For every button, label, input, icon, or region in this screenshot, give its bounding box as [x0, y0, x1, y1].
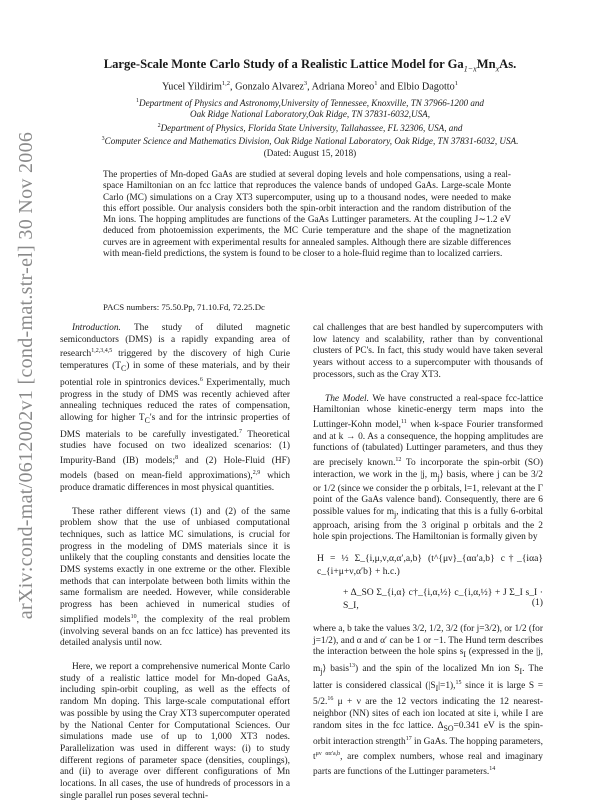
citation: 7	[239, 428, 243, 435]
subscript: C	[144, 415, 150, 425]
text: in GaAs. The hopping parameters, t	[313, 737, 543, 763]
author: Gonzalo Alvarez	[235, 81, 304, 93]
citation: 14	[489, 766, 496, 773]
text: . The latter is considered classical (|S	[313, 664, 543, 691]
author-affil-mark: 1	[454, 80, 458, 87]
equation-line-1: H = ½ Σ_{i,μ,ν,α,α′,a,b} (t^{μν}_{αα′a,b} c†_{iαa} c_{i+μ+ν,α′b} + h.c.)	[317, 552, 543, 577]
affiliation-text: Department of Physics and Astronomy,University of Tennessee, Knoxville, TN 37966-1200 and	[139, 98, 484, 109]
author: Elbio Dagotto	[397, 81, 455, 93]
affiliation	[60, 121, 560, 134]
affiliation-text: Computer Science and Mathematics Division, Oak Ridge National Laboratory, Oak Ridge, TN 37831-6032, USA.	[104, 136, 519, 147]
text: |=1),	[438, 680, 456, 691]
text: , and α and α′ can be 1 or −1. The Hund term describes the interaction between the hole spins s	[313, 635, 543, 658]
author-affil-mark: 1	[374, 80, 378, 87]
text: ) in some of these materials, and by their potential role in spintronics devices.	[60, 361, 290, 388]
subscript: I	[435, 683, 439, 693]
affiliation-mark: 1	[136, 98, 140, 104]
text: These rather different views (1) and (2) of the same problem show that the use of unbiased computational techniques, such as lattice MC simulations, is crucial for progress in the modeling of DMS materials since it is unlikely that the coupling constants and densities locate the DMS systems exactly in one extreme or the other. Flexible methods that can interpolate between both limits within the same formalism are needed. However, while considerable progress has been achieved in numerical studies of simplified models	[60, 506, 290, 625]
text: which produce dramatic differences in most physical quantities.	[60, 471, 290, 493]
affiliation-mark: 3	[101, 136, 105, 143]
citation: 16	[327, 696, 334, 703]
citation: 13	[349, 662, 356, 669]
subscript: SO	[443, 723, 454, 733]
left-column	[60, 323, 290, 803]
citation: 10	[130, 613, 137, 620]
citation: 2,9	[252, 469, 261, 476]
text: ) and the spin of the localized Mn ion S	[355, 664, 520, 675]
affiliation-text: Oak Ridge National Laboratory,Oak Ridge, TN 37831-6032,USA,	[190, 109, 430, 120]
formula-as: As.	[499, 57, 517, 71]
paragraph: cal challenges that are best handled by supercomputers with low latency and scalability, rather than by conventional clusters of PC's. In fact, this study would have taken several years without access to a supercomputer with thousands of processors, such as the Cray XT3.	[313, 323, 543, 380]
text: The study of diluted magnetic semiconductors (DMS) is a rapidly expanding area of research	[60, 323, 290, 360]
paragraph: Here, we report a comprehensive numerical Monte Carlo study of a realistic lattice model for Mn-doped GaAs, including spin-orbit coupling, as well as the effects of random Mn doping. This large-scale computational effort was possible by using the Cray XT3 supercomputer operated by the National Center for Computational Sciences. Our simulations made use of up to 1,000 XT3 nodes. Parallelization was used in different ways: (i) to study different regions of parameter space (densities, couplings), and (ii) to average over different configurations of Mn locations. In all cases, the use of hundreds of processors in a single parallel run poses several techni-	[60, 662, 290, 801]
text: Theoretical studies have focused on two idealized scenarios: (1) Impurity-Band (IB) models;	[60, 429, 290, 467]
affiliation	[60, 134, 560, 147]
author: Adriana Moreo	[311, 81, 375, 93]
text: =0.341 eV is the spin-orbit interaction strength	[313, 720, 543, 748]
superscript: μν αα′a,b	[315, 751, 341, 758]
subscript: I	[519, 666, 523, 676]
author-affil-mark: 3	[303, 80, 308, 87]
text: , indicating that this is a fully 6-orbital approach, arising from the 3 original p orbitals and the 2 hole spin projections. The Hamiltonian is formally given by	[313, 506, 544, 543]
affiliation-text: Department of Physics, Florida State University, Tallahassee, FL 32306, USA, and	[160, 122, 463, 133]
text: triggered by the discovery of high Curie temperatures (T	[60, 349, 290, 372]
abstract: The properties of Mn-doped GaAs are studied at several doping levels and hole compensations, using a real-space Hamiltonian on an fcc lattice that reproduces the valence bands of undoped GaAs. Large-scale Monte Carlo (MC) simulations on a Cray XT3 supercomputer, using up to a thousand nodes, were needed to make this effort possible. Our analysis considers both the spin-orbit interaction and the random distribution of the Mn ions. The hopping amplitudes are functions of the GaAs Luttinger parameters. At the coupling J∼1.2 eV deduced from photoemission experiments, the MC Curie temperature and the shape of the magnetization curves are in agreement with experimental results for annealed samples. Although there are sizable differences with mean-field predictions, the system is found to be closer to a hole-fluid regime than to localized carriers.	[103, 169, 511, 259]
text: 's and for the intrinsic properties of DMS materials to be carefully investigated.	[60, 413, 291, 440]
title-formula	[447, 57, 517, 74]
text: when k-space Fourier transformed and at k → 0. As a consequence, the hopping amplitudes are functions of (tabulated) Luttinger parameters, and thus they are precisely known.	[313, 420, 543, 469]
subscript: j	[394, 509, 397, 519]
title-text: Large-Scale Monte Carlo Study of a Realistic Lattice Model for	[103, 57, 445, 71]
author: Yucel Yildirim	[162, 81, 222, 93]
text: ⟩ basis, where j can be 3/2 or 1/2 (since we consider the p orbitals, l=1, relevant at the Γ point of the GaAs valence band). Consequently, there are 6 possible values for m	[313, 469, 543, 517]
text: 3/2, 1/2, 3/2 (for j=3/2), or 1/2 (for j=1/2)	[313, 623, 543, 646]
citation: 1,2,3,4,5	[91, 348, 113, 355]
citation: 15	[455, 679, 462, 686]
citation: 17	[405, 736, 412, 743]
section-lead: Introduction.	[72, 323, 121, 333]
paragraph	[313, 624, 543, 779]
author-affil-mark: 1,2	[221, 80, 231, 87]
text: ⟩ basis	[322, 664, 350, 675]
author-list: Yucel Yildirim$^{1,2}$, Gonzalo Alvarez$^3$, Adriana Moreo$^1$ and Elbio Dagotto$^1$	[162, 80, 458, 93]
subscript: I	[463, 650, 466, 660]
text: and (2) Hole-Fluid (HF) models (based on mean-field approximations),	[60, 456, 291, 482]
right-column	[313, 323, 543, 779]
citation: 12	[395, 457, 402, 464]
paragraph	[60, 507, 290, 651]
citation: 11	[401, 418, 407, 425]
text: since it is large S = 5/2.	[313, 680, 543, 708]
text: We have constructed a real-space fcc-lattice Hamiltonian whose kinetic-energy term maps into the Luttinger-Kohn model,	[313, 393, 543, 431]
citation: 8	[175, 455, 179, 462]
affiliation	[60, 109, 560, 120]
arxiv-identifier: arXiv:cond-mat/0612002v1 [cond-mat.str-el] 30 Nov 2006	[15, 131, 38, 619]
affiliation	[60, 96, 560, 109]
subscript: j	[437, 472, 440, 482]
paragraph-introduction	[60, 323, 290, 495]
formula-mn: Mn	[476, 57, 496, 71]
affiliation-list	[60, 96, 560, 159]
paper-date: (Dated: August 15, 2018)	[263, 147, 357, 158]
formula-ga: Ga	[447, 57, 464, 71]
section-lead: The Model.	[325, 393, 369, 404]
text: μ + ν are the 12 vectors indicating the 12 nearest-neighbor (NN) sites of each ion located at site i, while I are random sites in the fcc lattice. Δ	[313, 697, 543, 731]
text: where a, b take the values	[313, 623, 413, 634]
citation: 6	[199, 376, 203, 383]
text: (expressed in the |j, m	[313, 647, 543, 675]
arxiv-sidebar-stamp	[14, 131, 40, 619]
subscript: j	[320, 666, 323, 676]
equation-line-2: + Δ_SO Σ_{i,α} c†_{i,α,½} c_{i,α,½} + J Σ_I s_I · S_I,	[343, 586, 543, 611]
text: To incorporate the spin-orbit (SO) interaction, we work in the |j, m	[313, 458, 543, 480]
affiliation-mark: 2	[157, 122, 161, 129]
text: , are complex numbers, whose real and imaginary parts are functions of the Luttinger parameters.	[313, 752, 543, 778]
subscript: C	[120, 364, 127, 374]
text: , the complexity of the real problem (involving several bands on an fcc lattice) has prevented its detailed analysis until now.	[60, 614, 291, 649]
text: Experimentally, much progress in the study of DMS was recently achieved after annealing techniques reduced the rates of compensation, allowing for higher T	[60, 377, 290, 424]
pacs-numbers: PACS numbers: 75.50.Pp, 71.10.Fd, 72.25.Dc	[103, 302, 265, 312]
formula-mn-sub: x	[495, 64, 500, 74]
paragraph-model	[313, 394, 543, 544]
paper-title	[60, 57, 560, 74]
equation-number: (1)	[531, 596, 543, 608]
equation-1	[313, 552, 543, 612]
formula-ga-sub: 1−x	[463, 64, 477, 74]
